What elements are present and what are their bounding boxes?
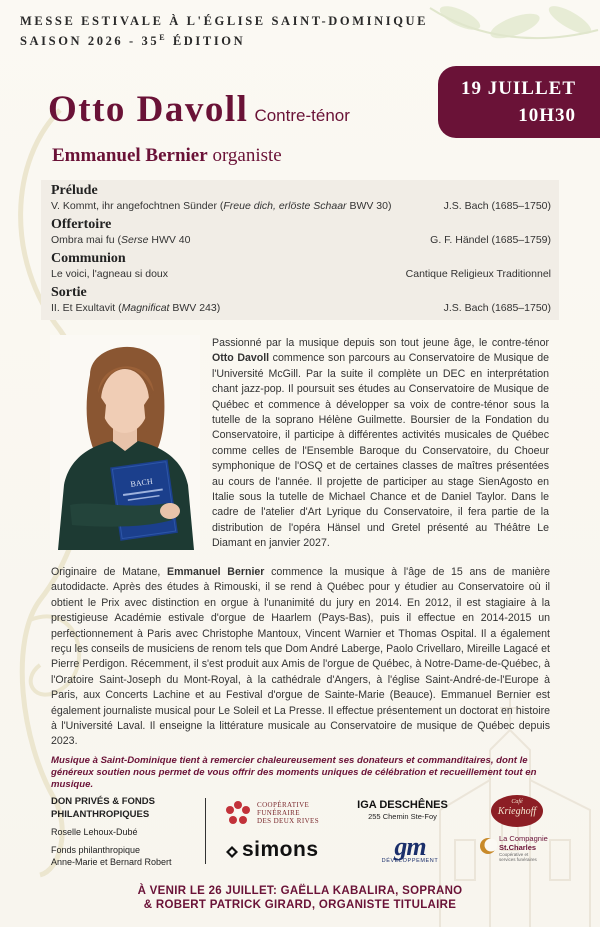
program-piece: V. Kommt, ihr angefochtnen Sünder (Freue dich, erlöste Schaar BWV 30)	[51, 200, 392, 212]
divider	[205, 798, 206, 864]
program-section	[51, 285, 551, 314]
program-section	[51, 251, 551, 280]
event-date: 19 JUILLET	[460, 78, 576, 99]
organist-role: organiste	[212, 145, 282, 166]
performer-heading	[48, 88, 350, 131]
program-section-title: Communion	[51, 251, 126, 266]
program-box	[41, 180, 559, 320]
donors-list	[51, 796, 211, 869]
donor-name: Roselle Lehoux-Dubé	[51, 827, 138, 837]
program-composer: J.S. Bach (1685–1750)	[443, 200, 551, 212]
iga-deschenes-logo: IGA DESCHÊNES 255 Chemin Ste-Foy	[357, 799, 448, 821]
flower-icon	[224, 799, 252, 827]
organist-heading	[52, 145, 282, 167]
program-section	[51, 183, 551, 212]
program-row	[51, 302, 551, 314]
simons-mark-icon	[224, 844, 240, 860]
program-row	[51, 234, 551, 246]
simons-logo: simons	[224, 838, 349, 864]
program-section-title: Offertoire	[51, 217, 112, 232]
organist-name: Emmanuel Bernier	[52, 145, 208, 166]
program-composer: Cantique Religieux Traditionnel	[405, 268, 551, 280]
donors-title: DON PRIVÉS & FONDS PHILANTHROPIQUES	[51, 796, 155, 820]
program-piece: II. Et Exultavit (Magnificat BWV 243)	[51, 302, 221, 314]
donor-name: Fonds philanthropique	[51, 844, 141, 855]
season-edition: SAISON $2026 - 35^E$ ÉDITION	[20, 33, 246, 49]
program-composer: G. F. Händel (1685–1759)	[430, 234, 551, 246]
donor-name: Anne-Marie et Bernard Robert	[51, 857, 172, 868]
performer-name: Otto Davoll	[48, 89, 249, 130]
event-series-title: MESSE ESTIVALE À L'ÉGLISE SAINT-DOMINIQUE	[20, 14, 429, 28]
program-section	[51, 217, 551, 246]
event-time: 10H30	[518, 105, 576, 126]
performer-role: Contre-ténor	[254, 106, 350, 125]
organist-biography: Originaire de Matane, Emmanuel Bernier commence la musique à l'âge de 15 ans de manière autodidacte. Après des études à Rimouski, il se rend à Québec pour y étudier au Conservatoire où il obtient le Prix avec distinction en orgue à l'unanimité du jury en 2014. En 2012, il est stagiaire à la prestigieuse Académie estivale d'orgue de Haarlem (Pays-Bas), puis il effectue en 2014-2015 un perfectionnement à Paris avec Christophe Mantoux, Vincent Warnier et Thomas Ospital. Il a également reçu les conseils de musiciens de renom tels que Dom André Laberge, Paolo Crivellaro, Mireille Lagacé et Pierre Perdigon. Récemment, il s'est produit aux Amis de l'orgue de Québec, à Notre-Dame-de-Québec, à l'Oratoire Saint-Joseph du Mont-Royal, à la cathédrale d'Angers, à l'église Saint-André-de-l'Europe à Paris, aux Concerts Lachine et au Festival d'orgue de Sainte-Marie (Beauce). Emmanuel Bernier est également journaliste musical pour Le Soleil et La Presse. Il effectue présentement un doctorat en histoire à l'Université Laval. Il enseigne la littérature musicale au Conservatoire de musique de Québec depuis 2023.	[51, 566, 550, 748]
date-banner	[438, 66, 600, 138]
program-piece: Ombra mai fu (Serse HWV 40	[51, 234, 191, 246]
performer-biography: Passionné par la musique depuis son tout jeune âge, le contre-ténor Otto Davoll commence son parcours au Conservatoire de Musique de l'Université McGill. Par la suite il complète un DEC en interprétation chant jazz-pop. Il poursuit ses études au Conservatoire de Musique de Québec et commence à développer sa voix de contre-ténor sous la tutelle de la soprano Hélène Guilmette. Boursier de la Fondation du Conservatoire, il participe à différentes activités musicales de Québec comme celles de l'Ensemble Baroque du Conservatoire, du Choeur symphonique de l'OSQ et de certaines classes de maîtres présentées au cours de l'année. Il projette de participer au stage SienAgosto en Italie sous la tutelle de Michael Chance et de Daniel Taylor. Dans le cadre de l'atelier d'Art Lyrique du Conservatoire, il fera partie de la distribution de l'opéra Hänsel und Gretel présenté au Théâtre Le Diamant en janvier 2027.	[212, 337, 549, 550]
book-label: BACH	[129, 476, 154, 489]
next-event-line1: À VENIR LE 26 JUILLET: GAËLLA KABALIRA, SOPRANO	[137, 885, 463, 897]
program-section-title: Sortie	[51, 285, 87, 300]
program-section-title: Prélude	[51, 183, 98, 198]
coop-funeraire-logo: COOPÉRATIVE FUNÉRAIRE DES DEUX RIVES	[224, 799, 334, 829]
program-piece: Le voici, l'agneau si doux	[51, 268, 168, 280]
performer-photo	[50, 335, 200, 550]
program-row	[51, 268, 551, 280]
crescent-icon	[479, 837, 497, 855]
leaf-decoration	[420, 0, 600, 70]
cafe-krieghoff-logo: Café Krieghoff	[490, 794, 544, 828]
thanks-message: Musique à Saint-Dominique tient à remercier chaleureusement ses donateurs et commanditaires, dont le généreux soutien nous permet de vous offrir des moments uniques de célébration et recueillement tout en musique.	[51, 755, 537, 790]
program-composer: J.S. Bach (1685–1750)	[443, 302, 551, 314]
program-row	[51, 200, 551, 212]
gm-developpement-logo: gm DÉVELOPPEMENT	[381, 832, 439, 864]
compagnie-st-charles-logo: La Compagnie St.Charles Coopérative et services funéraires	[479, 835, 559, 867]
next-event-line2: & ROBERT PATRICK GIRARD, ORGANISTE TITULAIRE	[143, 899, 457, 911]
